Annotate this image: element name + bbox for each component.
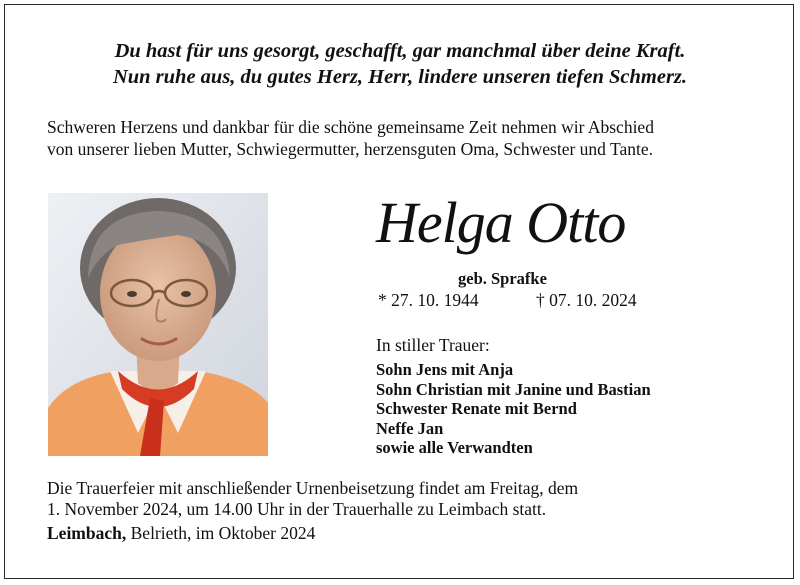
funeral-info [47,478,767,519]
funeral-line-2: 1. November 2024, um 14.00 Uhr in der Trauerhalle zu Leimbach statt. [47,498,547,519]
mourner-entry: Sohn Christian mit Janine und Bastian [376,379,651,399]
place-and-date [47,523,315,544]
verse-line-2: Nun ruhe aus, du gutes Herz, Herr, lindere unseren tiefen Schmerz. [112,66,688,88]
place-town: Leimbach, [47,523,127,543]
mourner-entry: Neffe Jan [376,418,444,438]
intro-line-2: von unserer lieben Mutter, Schwiegermutter, herzensguten Oma, Schwester und Tante. [47,139,653,159]
mourner-entry: Sohn Jens mit Anja [376,360,514,379]
birth-date: * 27. 10. 1944 [378,290,479,310]
funeral-line-1: Die Trauerfeier mit anschließender Urnenbeisetzung findet am Freitag, dem [47,478,579,498]
death-date: † 07. 10. 2024 [536,290,637,310]
intro-text [47,116,767,160]
intro-line-1: Schweren Herzens und dankbar für die schöne gemeinsame Zeit nehmen wir Abschied [47,117,654,137]
verse-line-1: Du hast für uns gesorgt, geschafft, gar manchmal über deine Kraft. [114,40,686,62]
mourners-label: In stiller Trauer: [376,335,490,355]
mourner-entry: sowie alle Verwandten [376,438,533,458]
memorial-verse [0,38,800,90]
mourner-entry: Schwester Renate mit Bernd [376,399,577,419]
maiden-name: geb. Sprafke [458,269,547,288]
mourners-list [376,360,651,458]
portrait-photo [48,193,268,456]
place-rest: Belrieth, im Oktober 2024 [126,523,316,543]
deceased-name: Helga Otto [376,190,626,255]
